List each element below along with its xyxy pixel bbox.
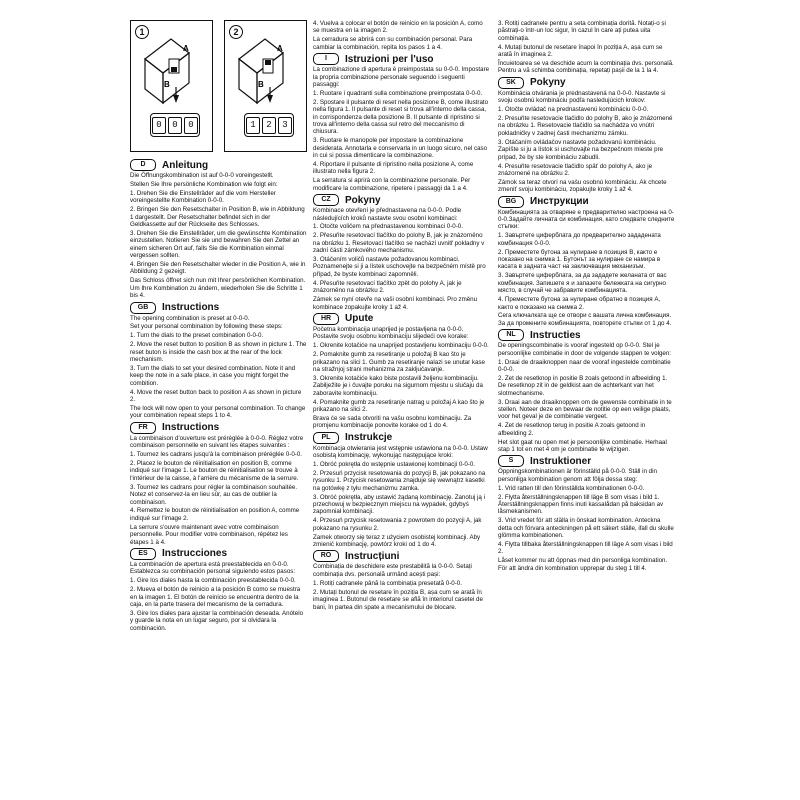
language-badge: I xyxy=(313,53,339,65)
paragraph: 4. Przesuń przycisk resetowania z powrotem do pozycji A, jak pokazano na rysunku 2. xyxy=(313,517,482,532)
paragraph: De openingscombinatie is vooraf ingesteld op 0-0-0. Stel je persoonlijke combinatie in door de volgende stappen te volgen: xyxy=(498,342,672,357)
paragraph: The lock will now open to your personal combination. To change your combination repeat steps 1 to 4. xyxy=(130,404,306,420)
section-header xyxy=(130,422,307,434)
label-b: B xyxy=(164,80,170,89)
language-badge: D xyxy=(130,159,156,171)
instruction-section xyxy=(130,548,307,632)
lock-reset-switch-icon xyxy=(131,31,214,121)
paragraph: 3. Vrid vredet för att ställa in önskad kombination. Anteckna detta och förvara anteckningen på ett säkert ställe, ifall du skulle glömma kombinationen. xyxy=(498,517,674,540)
instruction-section xyxy=(313,53,490,192)
paragraph: 1. Tournez les cadrans jusqu'à la combinaison préréglée 0-0-0. xyxy=(130,451,303,459)
instruction-section xyxy=(130,422,307,546)
dial: 3 xyxy=(278,117,292,134)
text-column-1 xyxy=(130,157,307,634)
lock-reset-switch-icon xyxy=(225,31,308,121)
paragraph: 4. Flytta tillbaka återställningsknappen till läge A som visas i bild 2. xyxy=(498,541,673,556)
instruction-section xyxy=(498,77,675,194)
section-header xyxy=(130,302,307,314)
paragraph: 1. Otočte voličem na přednastavenou kombinaci 0-0-0. xyxy=(313,223,463,231)
paragraph: 3. Obróć pokrętła, aby ustawić żądaną kombinację. Zanotuj ją i przechowuj w bezpiecznym miejscu na wypadek, gdybyś zapomniał kombinacji. xyxy=(313,493,485,516)
dial: 0 xyxy=(168,117,182,134)
paragraph: Set your personal combination by following these steps: xyxy=(130,323,283,331)
paragraph: 4. Presuňte resetovacie tlačidlo späť do polohy A, ako je znázornené na obrázku 2. xyxy=(498,162,653,177)
paragraph: 1. Ruotare i quadranti sulla combinazione preimpostata 0-0-0. xyxy=(313,89,483,97)
dial: 0 xyxy=(184,117,198,134)
paragraph: La combinazione di apertura è preimpostata su 0-0-0. Impostare la propria combinazione personale seguendo i seguenti passaggi: xyxy=(313,66,490,88)
paragraph: Kombinace otevření je přednastavena na 0-0-0. Podle následujících kroků nastavte svou osobní kombinaci: xyxy=(313,207,462,222)
section-title: Instructies xyxy=(530,329,581,341)
paragraph: 4. Mutați butonul de resetare înapoi în poziția A, așa cum se arată în imaginea 2. xyxy=(498,43,663,59)
paragraph: 2. Преместете бутона за нулиране в позиция B, както е показано на снимка 1. Бутонът за нулиране се намира в касата в задната част на заключващия механизъм. xyxy=(498,248,661,271)
section-title: Инструкции xyxy=(530,196,589,208)
instruction-section xyxy=(498,455,675,572)
figure-panel-2 xyxy=(224,20,307,152)
paragraph: Brava će se sada otvoriti na vašu osobnu kombinaciju. Za promjenu kombinacije ponovite korake od 1 do 4. xyxy=(313,414,472,430)
paragraph: Das Schloss öffnet sich nun mit Ihrer persönlichen Kombination. Um Ihre Kombination zu ändern, wiederholen Sie die Schritte 1 bis 4. xyxy=(130,277,306,300)
paragraph: La serratura si aprirà con la combinazione personale. Per modificare la combinazione, ripetere i passaggi da 1 a 4. xyxy=(313,177,471,192)
dial-group xyxy=(150,113,200,137)
paragraph: 4. Riportare il pulsante di ripristino nella posizione A, come illustrato nella figura 2. xyxy=(313,161,474,176)
paragraph: Låset kommer nu att öppnas med din personliga kombination. För att ändra din kombination upprepar du steg 1 till 4. xyxy=(498,557,668,572)
paragraph: 4. Remettez le bouton de réinitialisation en position A, comme indiqué sur l'image 2. xyxy=(130,507,300,522)
paragraph: 2. Presuňte resetovacie tlačidlo do polohy B, ako je znázornené na obrázku 1. Resetovacie tlačidlo sa nachádza vo vnútri pokladničky v zadnej časti mechanizmu zámku. xyxy=(498,115,673,137)
paragraph: 4. Vuelva a colocar el botón de reinicio en la posición A, como se muestra en la imagen 2. xyxy=(313,20,483,35)
section-header xyxy=(130,548,307,560)
paragraph: La combinación de apertura está preestablecida en 0-0-0. Establezca su combinación personal siguiendo estos pasos: xyxy=(130,560,296,576)
paragraph: La serrure s'ouvre maintenant avec votre combinaison personnelle. Pour modifier votre combinaison, répétez les étapes 1 à 4. xyxy=(130,523,288,546)
instruction-section xyxy=(498,20,675,75)
paragraph: 1. Otočte ovládač na prednastavenú kombináciu 0-0-0. xyxy=(498,106,649,114)
paragraph: 4. Přesuňte resetovací tlačítko zpět do polohy A, jak je znázorněno na obrázku 2. xyxy=(313,279,462,295)
language-badge: BG xyxy=(498,196,524,208)
paragraph: The opening combination is preset at 0-0-0. xyxy=(130,314,250,322)
paragraph: 3. Drehen Sie die Einstellräder, um die gewünschte Kombination einzustellen. Notieren Sie sie und bewahren Sie den Zettel an einem sicheren Ort auf, falls Sie die Kombination einmal vergessen sollten. xyxy=(130,229,307,260)
section-header xyxy=(313,432,490,444)
paragraph: Zámok sa teraz otvorí na vašu osobnú kombináciu. Ak chcete zmeniť svoju kombináciu, zopakujte kroky 1 až 4. xyxy=(498,178,667,194)
language-badge: SK xyxy=(498,77,524,89)
label-a: A xyxy=(277,44,283,53)
language-badge: HR xyxy=(313,313,339,325)
language-badge: NL xyxy=(498,329,524,341)
section-title: Instructions xyxy=(162,302,220,313)
paragraph: 4. Bringen Sie den Resetschalter wieder in die Position A, wie in Abbildung 2 gezeigt. xyxy=(130,260,306,276)
section-header xyxy=(313,53,490,65)
section-header xyxy=(498,329,675,341)
text-column-2 xyxy=(313,20,490,613)
paragraph: 2. Mueva el botón de reinicio a la posición B como se muestra en la imagen 1. El botón de reinicio se encuentra dentro de la caja, en la parte trasera del mecanismo de la cerradura. xyxy=(130,586,301,608)
paragraph: Die Öffnungskombination ist auf 0-0-0 voreingestellt. xyxy=(130,172,274,179)
section-title: Pokyny xyxy=(530,77,566,89)
section-header xyxy=(313,194,490,206)
paragraph: 1. Obróć pokrętła do wstępnie ustawionej kombinacji 0-0-0. xyxy=(313,461,475,468)
section-title: Istruzioni per l'uso xyxy=(345,53,434,65)
paragraph: 3. Завъртете циферблата, за да зададете желаната от вас комбинация. Запишете я и запазете бележката на сигурно място, в случай че забравите комбинацията. xyxy=(498,272,667,295)
paragraph: 3. Gire los diales para ajustar la combinación deseada. Anótelo y guarde la nota en un lugar seguro, por si olvidara la combinación. xyxy=(130,609,304,632)
instruction-section xyxy=(313,194,490,311)
paragraph: Stellen Sie Ihre persönliche Kombination wie folgt ein: xyxy=(130,180,278,188)
language-badge: GB xyxy=(130,302,156,314)
paragraph: 3. Otáčaním ovládačov nastavte požadovanú kombináciu. Zapíšte si ju a lístok si uschovajte na bezpečnom mieste pre prípad, že by ste kombináciu zabudli. xyxy=(498,138,664,161)
paragraph: 2. Przesuń przycisk resetowania do pozycji B, jak pokazano na rysunku 1. Przycisk resetowania znajduje się wewnątrz kasetki na gotówkę z tyłu mechanizmu zamka. xyxy=(313,469,486,492)
paragraph: 2. Placez le bouton de réinitialisation en position B, comme indiqué sur l'image 1. Le bouton de réinitialisation se trouve à l'intérieur de la caisse, à l'arrière du mécanisme de la serrure. xyxy=(130,460,299,482)
label-b: B xyxy=(258,80,264,89)
paragraph: 4. Pomaknite gumb za resetiranje natrag u položaj A kao što je prikazano na slici 2. xyxy=(313,398,485,413)
language-badge: CZ xyxy=(313,194,339,206)
language-badge: FR xyxy=(130,422,156,434)
section-header xyxy=(313,550,490,562)
paragraph: 1. Rotiți cadranele până la combinația presetată 0-0-0. xyxy=(313,579,462,587)
section-header xyxy=(498,77,675,89)
paragraph: 2. Přesuňte resetovací tlačítko do polohy B, jak je znázorněno na obrázku 1. Resetovací tlačítko se nachází uvnitř pokladny v zadní části zámkového mechanismu. xyxy=(313,232,485,255)
instruction-section xyxy=(498,329,675,453)
paragraph: 3. Draai aan de draaiknoppen om de gewenste combinatie in te stellen. Noteer deze en bewaar de notitie op een veilige plaats, voor het geval je de combinatie vergeet. xyxy=(498,398,672,421)
paragraph: Zámek se nyní otevře na vaši osobní kombinaci. Pro změnu kombinace zopakujte kroky 1 až 4. xyxy=(313,296,478,311)
panel-number: 1 xyxy=(135,25,149,39)
paragraph: 4. Move the reset button back to position A as shown in picture 2. xyxy=(130,388,302,404)
instruction-section xyxy=(313,550,490,610)
section-title: Instructions xyxy=(162,422,220,434)
dial-group xyxy=(244,113,294,137)
paragraph: Combinația de deschidere este prestabilită la 0-0-0. Setați combinația dvs. personală urmând acești pași: xyxy=(313,563,472,578)
instruction-section xyxy=(130,159,307,300)
section-title: Anleitung xyxy=(162,159,209,171)
paragraph: 1. Drehen Sie die Einstellräder auf die vom Hersteller voreingestellte Kombination 0-0-0. xyxy=(130,189,276,205)
language-badge: PL xyxy=(313,432,339,444)
paragraph: 2. Pomaknite gumb za resetiranje u položaj B kao što je prikazano na slici 1. Gumb za resetiranje nalazi se unutar kase na stražnjoj strani mehanizma za zaključavanje. xyxy=(313,351,485,373)
paragraph: 2. Flytta återställningsknappen till läge B som visas i bild 1. Återställningsknappen finns inuti kassalådan på baksidan av låsmekanismen. xyxy=(498,493,664,516)
instruction-section xyxy=(313,313,490,430)
paragraph: La cerradura se abrirá con su combinación personal. Para cambiar la combinación, repita los pasos 1 a 4. xyxy=(313,36,473,51)
section-title: Instrucțiuni xyxy=(345,550,400,562)
paragraph: 3. Turn the dials to set your desired combination. Note it and keep the note in a safe place, in case you might forget the combition. xyxy=(130,364,296,387)
paragraph: Kombinácia otvárania je prednastavená na 0-0-0. Nastavte si svoju osobnú kombináciu podľa nasledujúcich krokov: xyxy=(498,89,666,105)
paragraph: 3. Okrenite kotačiće kako biste postavili željenu kombinaciju. Zabilježite je i čuvajte poruku na sigurnom mjestu u slučaju da zaboravite kombinaciju. xyxy=(313,374,483,397)
instruction-section xyxy=(313,20,490,51)
section-header xyxy=(498,196,675,208)
label-a: A xyxy=(183,44,189,53)
combination-figure xyxy=(130,20,307,152)
paragraph: Öppningskombinationen är förinställd på 0-0-0. Ställ in din personliga kombination genom att följa dessa steg: xyxy=(498,468,657,483)
paragraph: 1. Завъртете циферблата до предварително зададената комбинация 0-0-0. xyxy=(498,232,661,247)
section-title: Instrucciones xyxy=(162,548,228,560)
paragraph: 2. Bringen Sie den Resetschalter in Position B, wie in Abbildung 1 dargestellt. Der Resetschalter befindet sich in der Geldkassette auf der Rückseite des Schlosses. xyxy=(130,206,305,228)
paragraph: 1. Gire los diales hasta la combinación preestablecida 0-0-0. xyxy=(130,577,296,585)
figure-panel-1 xyxy=(130,20,213,152)
paragraph: 2. Mutați butonul de resetare în poziția B, așa cum se arată în imaginea 1. Butonul de resetare se află în interiorul casetei de bani, în partea din spate a mecanismului de blocare. xyxy=(313,588,483,611)
paragraph: 4. Преместете бутона за нулиране обратно в позиция A, както е показано на снимка 2. xyxy=(498,296,661,311)
paragraph: Сега ключалката ще се отвори с вашата лична комбинация. За да промените комбинацията, повторете стъпки от 1 до 4. xyxy=(498,312,672,327)
paragraph: 3. Tournez les cadrans pour régler la combinaison souhaitée. Notez et conservez-la en lieu sûr, au cas de oublier la combinaison. xyxy=(130,483,298,506)
section-header xyxy=(130,159,307,171)
panel-number: 2 xyxy=(229,25,243,39)
dial: 1 xyxy=(246,117,260,134)
dial: 2 xyxy=(262,117,276,134)
paragraph: Încuietoarea se va deschide acum la combinația dvs. personală. Pentru a vă schimba combinația, repetați pașii de la 1 la 4. xyxy=(498,60,674,75)
section-title: Upute xyxy=(345,313,374,325)
paragraph: 2. Spostare il pulsante di reset nella posizione B, come illustrato nella figura 1. Il pulsante di reset si trova all'interno della cassa, in corrispondenza della posizione B. Il pulsante di ripristino si trova all'interno della cassa sul retro del meccanismo di chiusura. xyxy=(313,98,489,136)
paragraph: 3. Rotiți cadranele pentru a seta combinația dorită. Notați-o și păstrați-o într-un loc sigur, în cazul în care ați putea uita combinația. xyxy=(498,20,666,42)
paragraph: 3. Ruotare le manopole per impostare la combinazione desiderata. Annotarla e conservarla in un luogo sicuro, nel caso in cui si possa dimenticare la combinazione. xyxy=(313,137,488,160)
paragraph: 1. Turn the dials to the preset combination 0-0-0. xyxy=(130,332,264,340)
instruction-section xyxy=(313,432,490,549)
instruction-section xyxy=(130,302,307,420)
paragraph: Het slot gaat nu open met je persoonlijke combinatie. Herhaal stap 1 tot en met 4 om je combinatie te wijzigen. xyxy=(498,438,667,453)
language-badge: S xyxy=(498,455,524,467)
paragraph: Zamek otworzy się teraz z użyciem osobistej kombinacji. Aby zmienić kombinację, powtórz kroki od 1 do 4. xyxy=(313,533,481,549)
paragraph: Kombinacja otwierania jest wstępnie ustawiona na 0-0-0. Ustaw osobistą kombinację, wykonując następujące kroki: xyxy=(313,444,488,460)
paragraph: 3. Otáčením voličů nastavte požadovanou kombinaci. Poznamenejte si ji a lístek uschovejte na bezpečném místě pro případ, že byste kombinaci zapomněli. xyxy=(313,256,486,278)
language-badge: RO xyxy=(313,550,339,562)
dial: 0 xyxy=(152,117,166,134)
language-badge: ES xyxy=(130,548,156,560)
instruction-section xyxy=(498,196,675,328)
section-header xyxy=(313,313,490,325)
paragraph: 2. Move the reset button to position B as shown in picture 1. The reset buton is inside the cash box at the rear of the lock mechanism. xyxy=(130,341,307,364)
section-header xyxy=(498,455,675,467)
paragraph: 1. Vrid ratten till den förinställda kombinationen 0-0-0. xyxy=(498,484,645,492)
paragraph: La combinaison d'ouverture est préréglée à 0-0-0. Réglez votre combinaison personnelle en suivant les étapes suivantes : xyxy=(130,434,304,450)
section-title: Instrukcje xyxy=(345,432,393,444)
paragraph: 1. Draai de draaiknoppen naar de vooraf ingestelde combinatie 0-0-0. xyxy=(498,358,671,373)
paragraph: Početna kombinacija unaprijed je postavljena na 0-0-0. Postavite svoju osobnu kombinaciju slijedeći ove korake: xyxy=(313,325,469,341)
paragraph: Комбинацията за отваряне е предварително настроена на 0-0-0.Задайте личната си комбинация, като следвате следните стъпки: xyxy=(498,208,675,231)
paragraph: 4. Zet de resetknop terug in positie A zoals getoond in afbeelding 2. xyxy=(498,422,646,437)
section-title: Instruktioner xyxy=(530,455,592,467)
text-column-3 xyxy=(498,20,675,574)
paragraph: 2. Zet de resetknop in positie B zoals getoond in afbeelding 1. De resetknop zit in de geldkist aan de achterkant van het slotmechanisme. xyxy=(498,374,668,397)
section-title: Pokyny xyxy=(345,194,381,206)
paragraph: 1. Okrenite kotačiće na unaprijed postavljenu kombinaciju 0-0-0. xyxy=(313,342,489,350)
